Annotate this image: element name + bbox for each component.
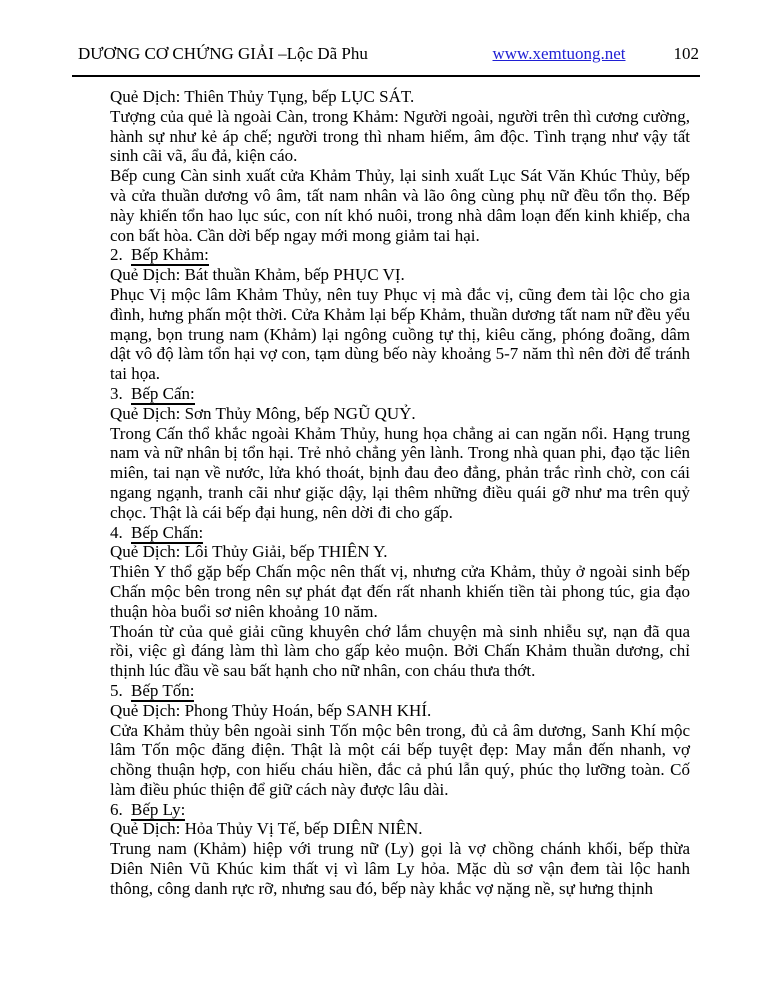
paragraph: Quẻ Dịch: Phong Thủy Hoán, bếp SANH KHÍ.	[110, 700, 432, 720]
website-link[interactable]: www.xemtuong.net	[492, 44, 626, 63]
section-number: 4.	[110, 522, 123, 542]
paragraph: Thoán từ của quẻ giải cũng khuyên chớ lắm chuyện mà sinh nhiễu sự, nạn đã qua rồi, việc gì đáng làm thì làm cho gấp kẻo muộn. Bởi Chấn Khảm thuần dương, chỉ thịnh lúc đầu về sau bất hạnh cho nữ nhân, con cháu thưa thớt.	[110, 621, 690, 681]
paragraph: Phục Vị mộc lâm Khảm Thủy, nên tuy Phục vị mà đắc vị, cũng đem tài lộc cho gia đình, hưng phấn một thời. Cửa Khảm lại bếp Khảm, thuần dương tất nam nữ đều yểu mạng, bọn trung nam (Khảm) lại ngông cuồng tự thị, kiêu căng, phóng đoãng, dâm dật vô độ làm tổn hại vợ con, tạm dùng bếo này khoảng 5-7 năm thì nên đời để tránh tai họa.	[110, 284, 690, 384]
paragraph: Cửa Khảm thủy bên ngoài sinh Tốn mộc bên trong, đủ cả âm dương, Sanh Khí mộc lâm Tốn mộc đăng điện. Thật là một cái bếp tuyệt đẹp: May mắn đến nhanh, vợ chồng thuận hợp, con hiếu cháu hiền, đắc cả phú lẫn quý, phúc thọ lưỡng toàn. Cố làm điều phúc thiện để giữ cách này được lâu dài.	[110, 720, 690, 799]
paragraph: Quẻ Dịch: Hỏa Thủy Vị Tế, bếp DIÊN NIÊN.	[110, 819, 423, 839]
section-heading-5	[110, 681, 690, 701]
section-heading-3	[110, 384, 690, 404]
paragraph: Trung nam (Khảm) hiệp với trung nữ (Ly) gọi là vợ chồng chánh khối, bếp thừa Diên Niên Vũ Khúc kim thất vị vì lâm Ly hỏa. Mặc dù sơ vận đem tài lộc hanh thông, công danh rực rỡ, nhưng sau đó, bếp này khắc vợ nặng nề, sự hưng thịnh	[110, 839, 690, 898]
section-title: Bếp Tốn:	[131, 680, 195, 700]
section-number: 5.	[110, 680, 123, 700]
paragraph: Quẻ Dịch: Sơn Thủy Mông, bếp NGŨ QUỶ.	[110, 403, 416, 423]
book-title: DƯƠNG CƠ CHỨNG GIẢI –Lộc Dã Phu	[78, 44, 368, 63]
section-title: Bếp Cấn:	[131, 383, 195, 403]
section-title: Bếp Chấn:	[131, 522, 204, 542]
page-body	[0, 77, 765, 899]
paragraph: Thiên Y thổ gặp bếp Chấn mộc nên thất vị, nhưng cửa Khảm, thủy ở ngoài sinh bếp Chấn mộc bên trong nên sự phát đạt đến rất nhanh khiến tiền tài phong túc, gia đạo thuận hòa buổi sơ niên khoảng 10 năm.	[110, 562, 690, 621]
section-number: 3.	[110, 383, 123, 403]
section-heading-2	[110, 245, 690, 265]
paragraph: Trong Cấn thổ khắc ngoài Khảm Thủy, hung họa chẳng ai can ngăn nổi. Hạng trung nam và nữ nhân bị tổn hại. Trẻ nhỏ chẳng yên lành. Trong nhà quan phi, đạo tặc liên miên, tai nạn về nước, lửa khó thoát, bịnh đau đeo đẳng, phản trắc rình chờ, con cái ngang ngạnh, tranh cãi như giặc dậy, lại thêm những điều quái gỡ như ma trên quỷ chọc. Thật là cái bếp đại hung, nên dời đi cho gấp.	[110, 423, 690, 522]
paragraph: Quẻ Dịch: Bát thuần Khảm, bếp PHỤC VỊ.	[110, 265, 405, 285]
paragraph: Tượng của quẻ là ngoài Càn, trong Khảm: Người ngoài, người trên thì cương cường, hành sự như kẻ áp chế; người trong thì nham hiểm, âm độc. Tình trạng như vậy tất sinh cãi vã, ẩu đả, kiện cáo.	[110, 106, 690, 166]
paragraph: Quẻ Dịch: Lôi Thủy Giải, bếp THIÊN Y.	[110, 542, 388, 562]
page-header	[0, 0, 765, 64]
section-heading-6	[110, 800, 690, 820]
paragraph: Quẻ Dịch: Thiên Thủy Tụng, bếp LỤC SÁT.	[110, 87, 415, 106]
section-title: Bếp Khảm:	[131, 245, 209, 265]
section-title: Bếp Ly:	[131, 799, 186, 819]
section-heading-4	[110, 523, 690, 543]
section-number: 2.	[110, 245, 123, 265]
section-number: 6.	[110, 799, 123, 819]
paragraph: Bếp cung Càn sinh xuất cửa Khảm Thủy, lại sinh xuất Lục Sát Văn Khúc Thủy, bếp và cửa thuần dương vô âm, tất nam nhân và lão ông cùng phụ nữ đều tổn thọ. Bếp này khiến tổn hao lục súc, con nít khó nuôi, trong nhà dâm loạn đến kinh khiếp, cha con bất hòa. Cần dời bếp ngay mới mong giảm tai hại.	[110, 166, 690, 245]
page-number: 102	[673, 44, 699, 63]
